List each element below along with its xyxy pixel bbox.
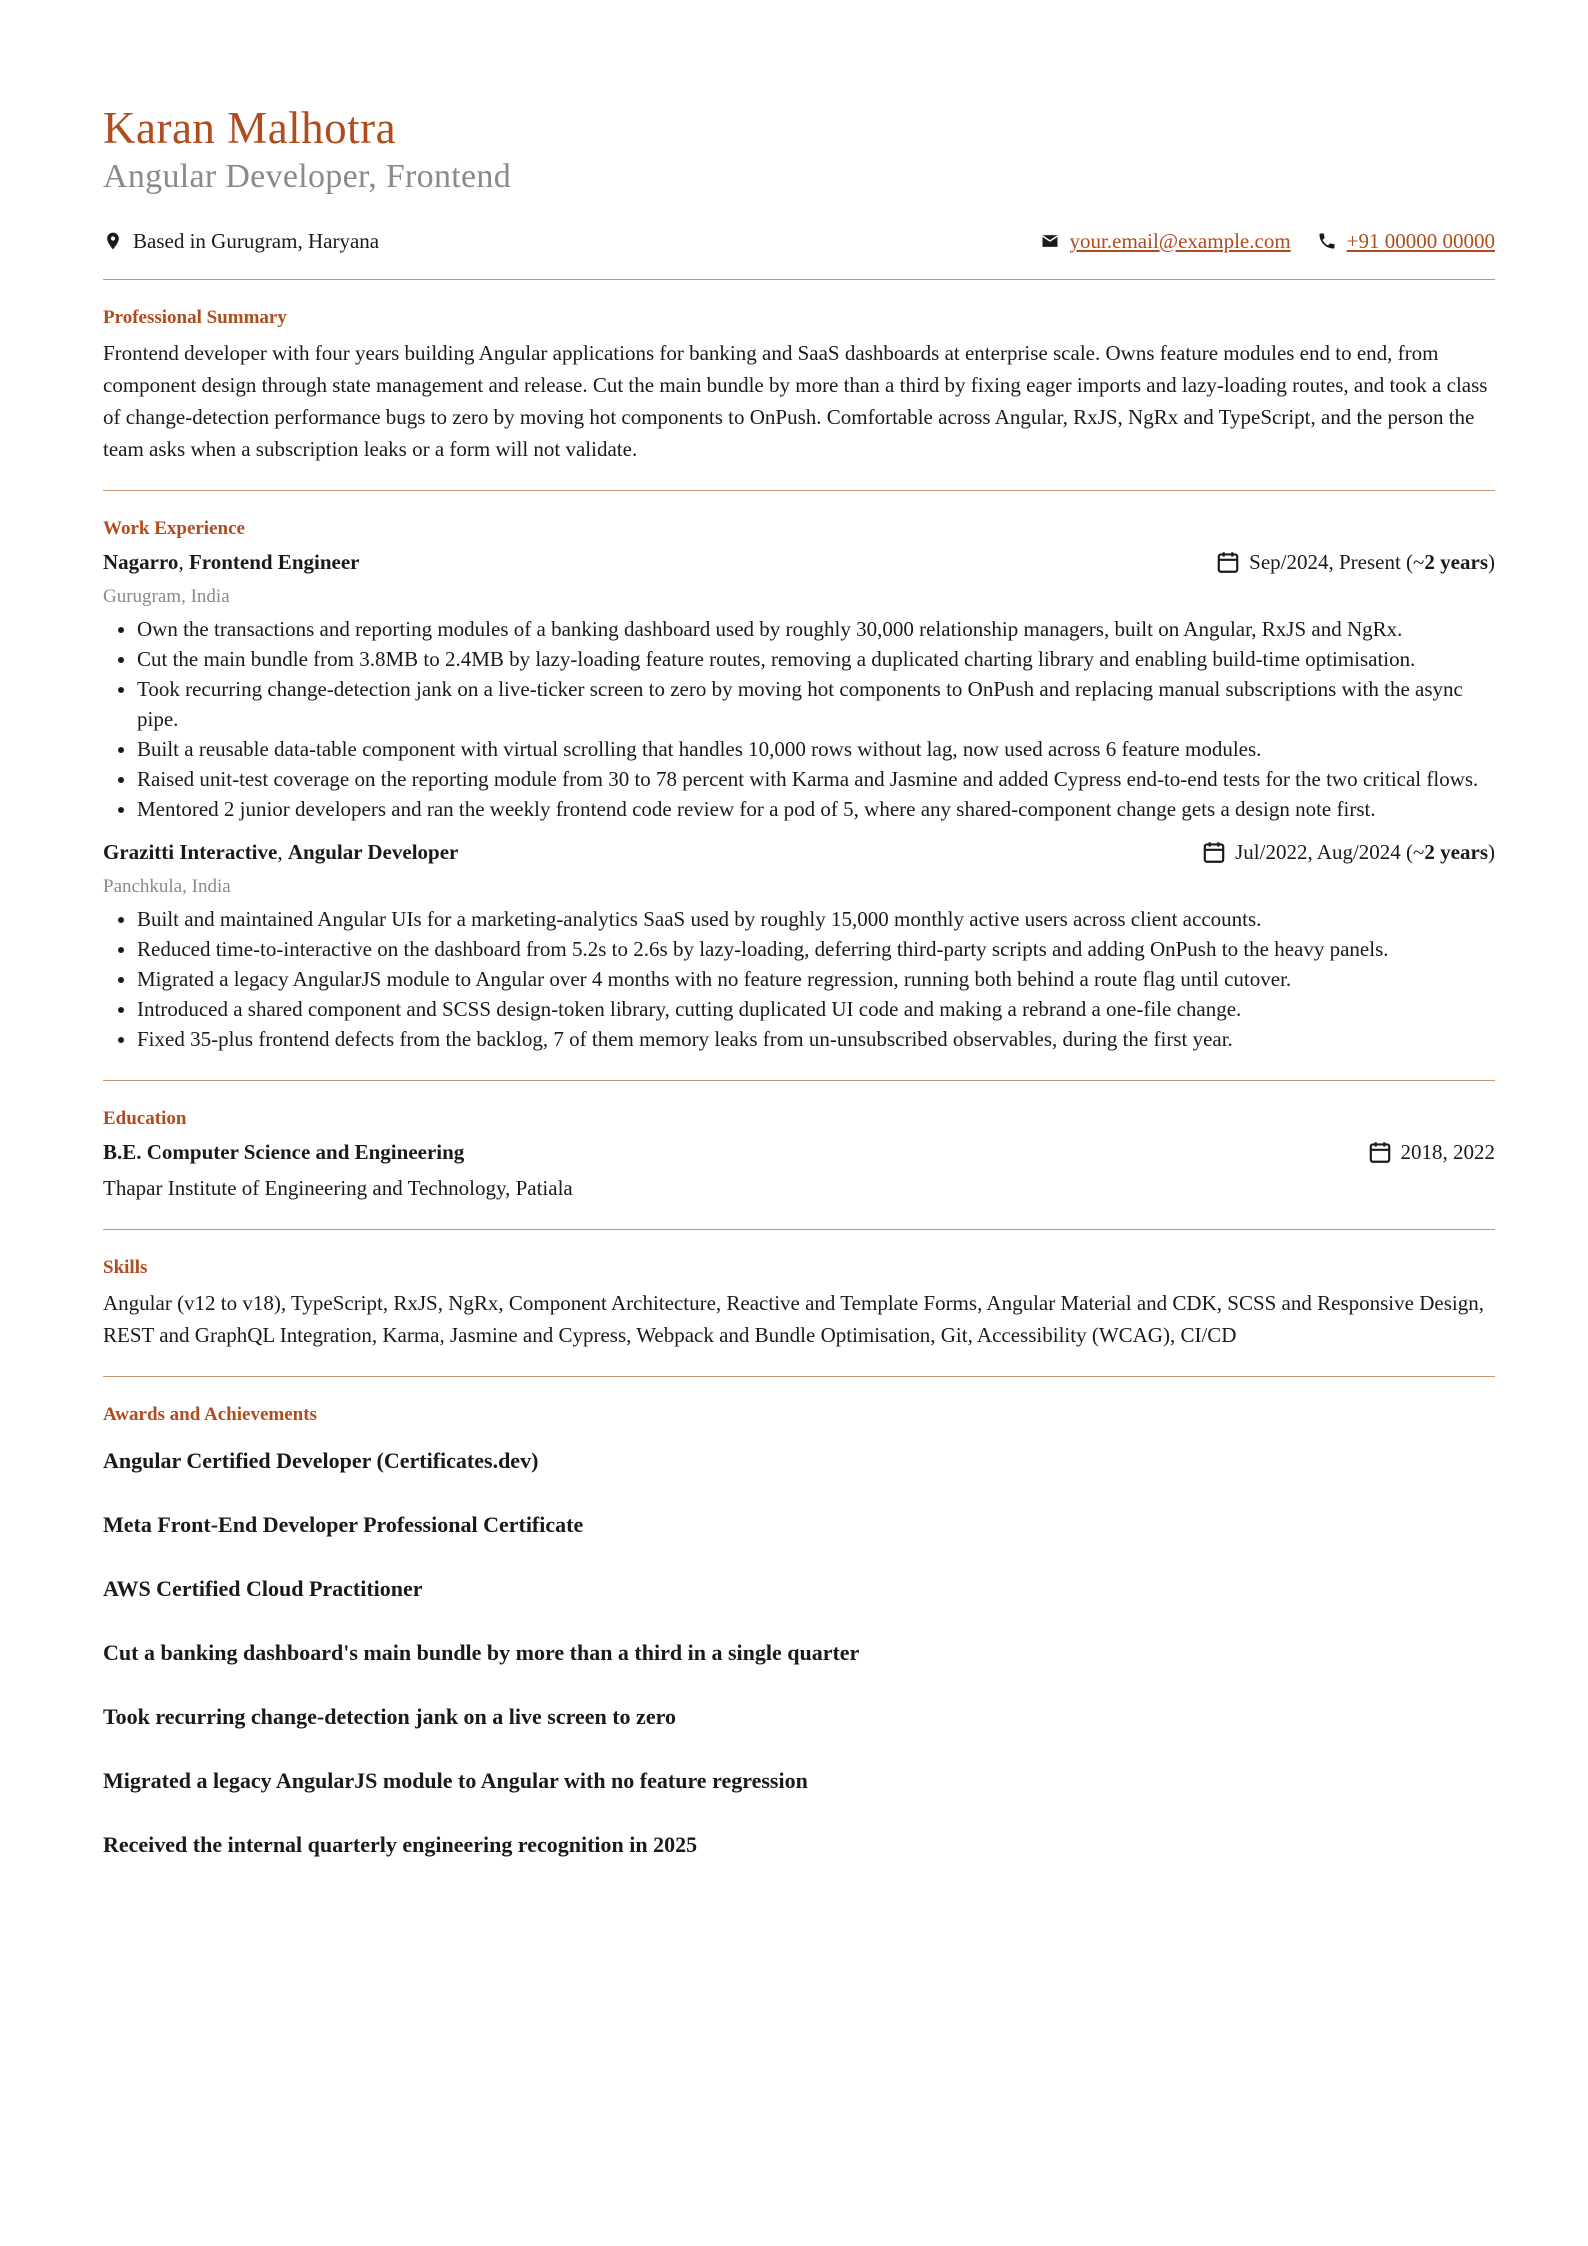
- job-date-close: ): [1488, 839, 1495, 864]
- award-item: Took recurring change-detection jank on a live screen to zero: [103, 1704, 676, 1729]
- job-position: Frontend Engineer: [188, 549, 360, 574]
- job-duration: 2 years: [1424, 839, 1488, 864]
- phone-icon: [1317, 231, 1337, 251]
- list-item: • Cut the main bundle from 3.8MB to 2.4MB by lazy-loading feature routes, removing a duplicated charting library and enabling build-time optimisation.: [137, 644, 1495, 674]
- education-dates: [1367, 1139, 1496, 1165]
- skills-heading: Skills: [103, 1257, 148, 1278]
- summary-heading: Professional Summary: [103, 307, 287, 328]
- email-item: [1040, 229, 1291, 254]
- job-entry-grazitti: [103, 836, 1495, 1054]
- summary-text: Frontend developer with four years building Angular applications for banking and SaaS dashboards at enterprise scale. Owns feature modules end to end, from component design through state management and release. Cut the main bundle by more than a third by fixing eager imports and lazy-loading routes, and took a class of change-detection performance bugs to zero by moving hot components to OnPush. Comfortable across Angular, RxJS, NgRx and TypeScript, and the person the team asks when a subscription leaks or a form will not validate.: [103, 341, 1488, 461]
- list-item: • Migrated a legacy AngularJS module to Angular over 4 months with no feature regression, running both behind a route flag until cutover.: [137, 964, 1495, 994]
- job-entry-nagarro: [103, 546, 1495, 824]
- education-heading: Education: [103, 1108, 187, 1129]
- divider: [103, 1080, 1495, 1081]
- award-item: Meta Front-End Developer Professional Certificate: [103, 1512, 584, 1537]
- resume-page: [103, 100, 1495, 1860]
- job-company: Grazitti Interactive: [103, 839, 278, 864]
- phone-link[interactable]: +91 00000 00000: [1346, 228, 1495, 253]
- job-header: [103, 836, 1495, 868]
- calendar-icon: [1201, 839, 1227, 865]
- list-item: • Reduced time-to-interactive on the dashboard from 5.2s to 2.6s by lazy-loading, deferring third-party scripts and adding OnPush to the heavy panels.: [137, 934, 1495, 964]
- location-text: Based in Gurugram, Haryana: [133, 228, 380, 253]
- list-item: • Took recurring change-detection jank on a live-ticker screen to zero by moving hot components to OnPush and replacing manual subscriptions with the async pipe.: [137, 674, 1495, 734]
- degree-title: B.E. Computer Science and Engineering: [103, 1139, 465, 1164]
- job-company: Nagarro: [103, 549, 179, 574]
- location-item: [103, 229, 379, 254]
- list-item: • Mentored 2 junior developers and ran the weekly frontend code review for a pod of 5, where any shared-component change gets a design note first.: [137, 794, 1495, 824]
- job-dates: [1201, 839, 1495, 865]
- job-header: [103, 546, 1495, 578]
- divider: [103, 279, 1495, 280]
- email-link[interactable]: your.email@example.com: [1069, 228, 1291, 253]
- divider: [103, 1229, 1495, 1230]
- job-bullets: [103, 614, 1495, 824]
- job-title-line: Grazitti Interactive, Angular Developer: [103, 839, 459, 864]
- job-date-range: Sep/2024, Present (~: [1249, 549, 1425, 574]
- candidate-role: Angular Developer, Frontend: [103, 158, 512, 195]
- job-duration: 2 years: [1424, 549, 1488, 574]
- experience-heading: Work Experience: [103, 518, 245, 539]
- phone-item: [1317, 229, 1495, 254]
- award-item: Received the internal quarterly engineering recognition in 2025: [103, 1832, 698, 1857]
- award-item: AWS Certified Cloud Practitioner: [103, 1576, 423, 1601]
- job-location: Gurugram, India: [103, 586, 230, 607]
- job-date-range: Jul/2022, Aug/2024 (~: [1235, 839, 1425, 864]
- award-item: Angular Certified Developer (Certificates.dev): [103, 1448, 539, 1473]
- job-position: Angular Developer: [287, 839, 459, 864]
- award-item: Cut a banking dashboard's main bundle by more than a third in a single quarter: [103, 1640, 860, 1665]
- calendar-icon: [1367, 1139, 1393, 1165]
- job-dates: [1215, 549, 1495, 575]
- award-item: Migrated a legacy AngularJS module to Angular with no feature regression: [103, 1768, 808, 1793]
- job-bullets: [103, 904, 1495, 1054]
- awards-list: [103, 1446, 1495, 1860]
- list-item: • Fixed 35-plus frontend defects from the backlog, 7 of them memory leaks from un-unsubscribed observables, during the first year.: [137, 1024, 1495, 1054]
- skills-text: Angular (v12 to v18), TypeScript, RxJS, NgRx, Component Architecture, Reactive and Template Forms, Angular Material and CDK, SCSS and Responsive Design, REST and GraphQL Integration, Karma, Jasmine and Cypress, Webpack and Bundle Optimisation, Git, Accessibility (WCAG), CI/CD: [103, 1291, 1484, 1347]
- list-item: • Introduced a shared component and SCSS design-token library, cutting duplicated UI code and making a rebrand a one-file change.: [137, 994, 1495, 1024]
- envelope-icon: [1040, 231, 1060, 251]
- awards-heading: Awards and Achievements: [103, 1404, 317, 1425]
- list-item: • Built and maintained Angular UIs for a marketing-analytics SaaS used by roughly 15,000 monthly active users across client accounts.: [137, 904, 1495, 934]
- list-item: • Raised unit-test coverage on the reporting module from 30 to 78 percent with Karma and Jasmine and added Cypress end-to-end tests for the two critical flows.: [137, 764, 1495, 794]
- divider: [103, 490, 1495, 491]
- job-date-close: ): [1488, 549, 1495, 574]
- list-item: • Built a reusable data-table component with virtual scrolling that handles 10,000 rows without lag, now used across 6 feature modules.: [137, 734, 1495, 764]
- contact-links: [1014, 229, 1495, 254]
- institution-name: Thapar Institute of Engineering and Technology, Patiala: [103, 1176, 573, 1200]
- education-date-range: 2018, 2022: [1400, 1139, 1495, 1164]
- job-title-line: Nagarro, Frontend Engineer: [103, 549, 360, 574]
- map-pin-icon: [103, 231, 123, 251]
- job-location: Panchkula, India: [103, 876, 231, 897]
- candidate-name: Karan Malhotra: [103, 103, 397, 153]
- contact-row: [103, 226, 1495, 256]
- education-header: [103, 1136, 1495, 1168]
- divider: [103, 1376, 1495, 1377]
- list-item: • Own the transactions and reporting modules of a banking dashboard used by roughly 30,000 relationship managers, built on Angular, RxJS and NgRx.: [137, 614, 1495, 644]
- calendar-icon: [1215, 549, 1241, 575]
